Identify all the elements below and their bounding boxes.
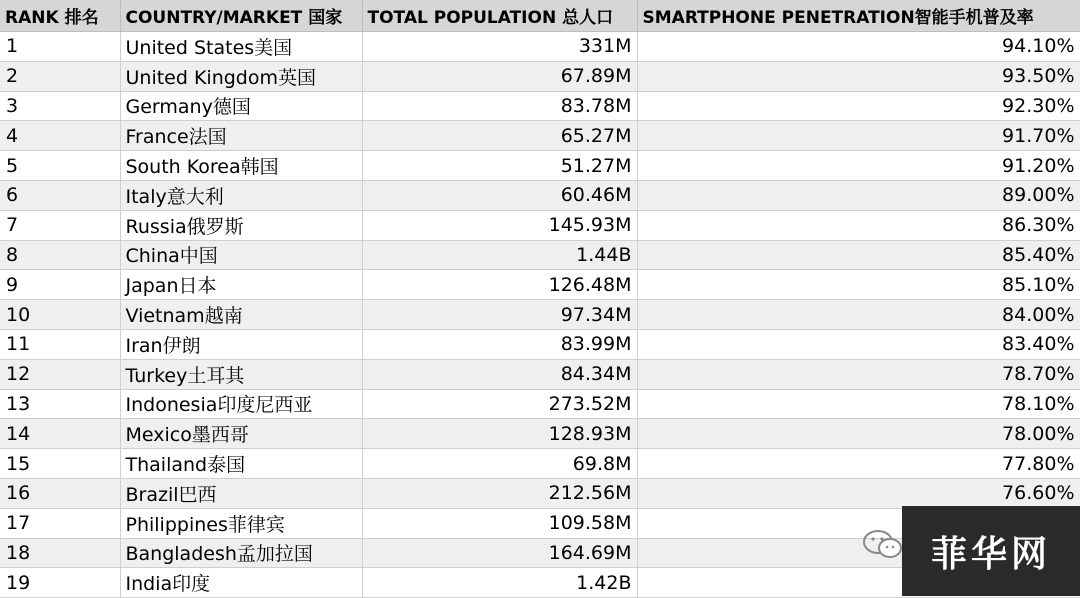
watermark-logo: 菲华网: [902, 506, 1080, 596]
cell-rank: 8: [0, 240, 120, 270]
cell-population: 128.93M: [362, 419, 637, 449]
cell-rank: 14: [0, 419, 120, 449]
cell-country: Germany德国: [120, 91, 362, 121]
table-row: [0, 389, 1080, 419]
cell-penetration: 94.10%: [637, 32, 1080, 62]
cell-country: France法国: [120, 121, 362, 151]
cell-population: 1.44B: [362, 240, 637, 270]
cell-rank: 18: [0, 538, 120, 568]
cell-penetration: 78.70%: [637, 359, 1080, 389]
cell-population: 145.93M: [362, 210, 637, 240]
cell-penetration: 86.30%: [637, 210, 1080, 240]
cell-population: 331M: [362, 32, 637, 62]
cell-country: South Korea韩国: [120, 151, 362, 181]
header-country: COUNTRY/MARKET 国家: [120, 0, 362, 32]
cell-rank: 1: [0, 32, 120, 62]
table-row: [0, 61, 1080, 91]
cell-rank: 19: [0, 568, 120, 598]
cell-rank: 5: [0, 151, 120, 181]
cell-penetration: 83.40%: [637, 329, 1080, 359]
cell-population: 60.46M: [362, 180, 637, 210]
cell-population: 212.56M: [362, 478, 637, 508]
cell-country: Russia俄罗斯: [120, 210, 362, 240]
cell-rank: 6: [0, 180, 120, 210]
cell-population: 109.58M: [362, 508, 637, 538]
cell-penetration: 89.00%: [637, 180, 1080, 210]
cell-rank: 9: [0, 270, 120, 300]
cell-country: Vietnam越南: [120, 300, 362, 330]
cell-penetration: 77.80%: [637, 449, 1080, 479]
cell-rank: 2: [0, 61, 120, 91]
cell-rank: 3: [0, 91, 120, 121]
cell-population: 1.42B: [362, 568, 637, 598]
watermark: [840, 506, 1080, 596]
cell-population: 69.8M: [362, 449, 637, 479]
cell-country: Japan日本: [120, 270, 362, 300]
cell-penetration: 91.20%: [637, 151, 1080, 181]
cell-country: Turkey土耳其: [120, 359, 362, 389]
table-row: [0, 449, 1080, 479]
cell-rank: 10: [0, 300, 120, 330]
header-population: TOTAL POPULATION 总人口: [362, 0, 637, 32]
cell-country: Thailand泰国: [120, 449, 362, 479]
cell-penetration: 84.00%: [637, 300, 1080, 330]
table-row: [0, 478, 1080, 508]
cell-country: India印度: [120, 568, 362, 598]
cell-population: 65.27M: [362, 121, 637, 151]
table-row: [0, 151, 1080, 181]
cell-country: Indonesia印度尼西亚: [120, 389, 362, 419]
cell-country: Brazil巴西: [120, 478, 362, 508]
cell-rank: 17: [0, 508, 120, 538]
table-row: [0, 359, 1080, 389]
cell-population: 126.48M: [362, 270, 637, 300]
cell-rank: 16: [0, 478, 120, 508]
cell-population: 273.52M: [362, 389, 637, 419]
cell-population: 51.27M: [362, 151, 637, 181]
cell-rank: 4: [0, 121, 120, 151]
table-row: [0, 180, 1080, 210]
cell-penetration: 85.40%: [637, 240, 1080, 270]
cell-penetration: 93.50%: [637, 61, 1080, 91]
cell-penetration: 78.10%: [637, 389, 1080, 419]
cell-penetration: 76.60%: [637, 478, 1080, 508]
cell-population: 67.89M: [362, 61, 637, 91]
cell-penetration: 92.30%: [637, 91, 1080, 121]
table-row: [0, 32, 1080, 62]
cell-population: 83.78M: [362, 91, 637, 121]
cell-penetration: 91.70%: [637, 121, 1080, 151]
header-rank: RANK 排名: [0, 0, 120, 32]
cell-population: 164.69M: [362, 538, 637, 568]
cell-country: United States美国: [120, 32, 362, 62]
header-row: [0, 0, 1080, 32]
cell-country: Italy意大利: [120, 180, 362, 210]
table-row: [0, 329, 1080, 359]
cell-country: China中国: [120, 240, 362, 270]
cell-population: 97.34M: [362, 300, 637, 330]
cell-country: Philippines菲律宾: [120, 508, 362, 538]
cell-country: Bangladesh孟加拉国: [120, 538, 362, 568]
cell-rank: 11: [0, 329, 120, 359]
table-row: [0, 270, 1080, 300]
cell-country: Iran伊朗: [120, 329, 362, 359]
wechat-bubble-icon: [862, 528, 904, 562]
cell-rank: 12: [0, 359, 120, 389]
table-row: [0, 210, 1080, 240]
table-row: [0, 300, 1080, 330]
cell-rank: 7: [0, 210, 120, 240]
cell-rank: 15: [0, 449, 120, 479]
table-row: [0, 121, 1080, 151]
cell-country: United Kingdom英国: [120, 61, 362, 91]
cell-population: 83.99M: [362, 329, 637, 359]
cell-rank: 13: [0, 389, 120, 419]
cell-country: Mexico墨西哥: [120, 419, 362, 449]
cell-penetration: 78.00%: [637, 419, 1080, 449]
table-row: [0, 240, 1080, 270]
cell-penetration: 85.10%: [637, 270, 1080, 300]
table-row: [0, 91, 1080, 121]
header-penetration: SMARTPHONE PENETRATION智能手机普及率: [637, 0, 1080, 32]
table-row: [0, 419, 1080, 449]
cell-population: 84.34M: [362, 359, 637, 389]
